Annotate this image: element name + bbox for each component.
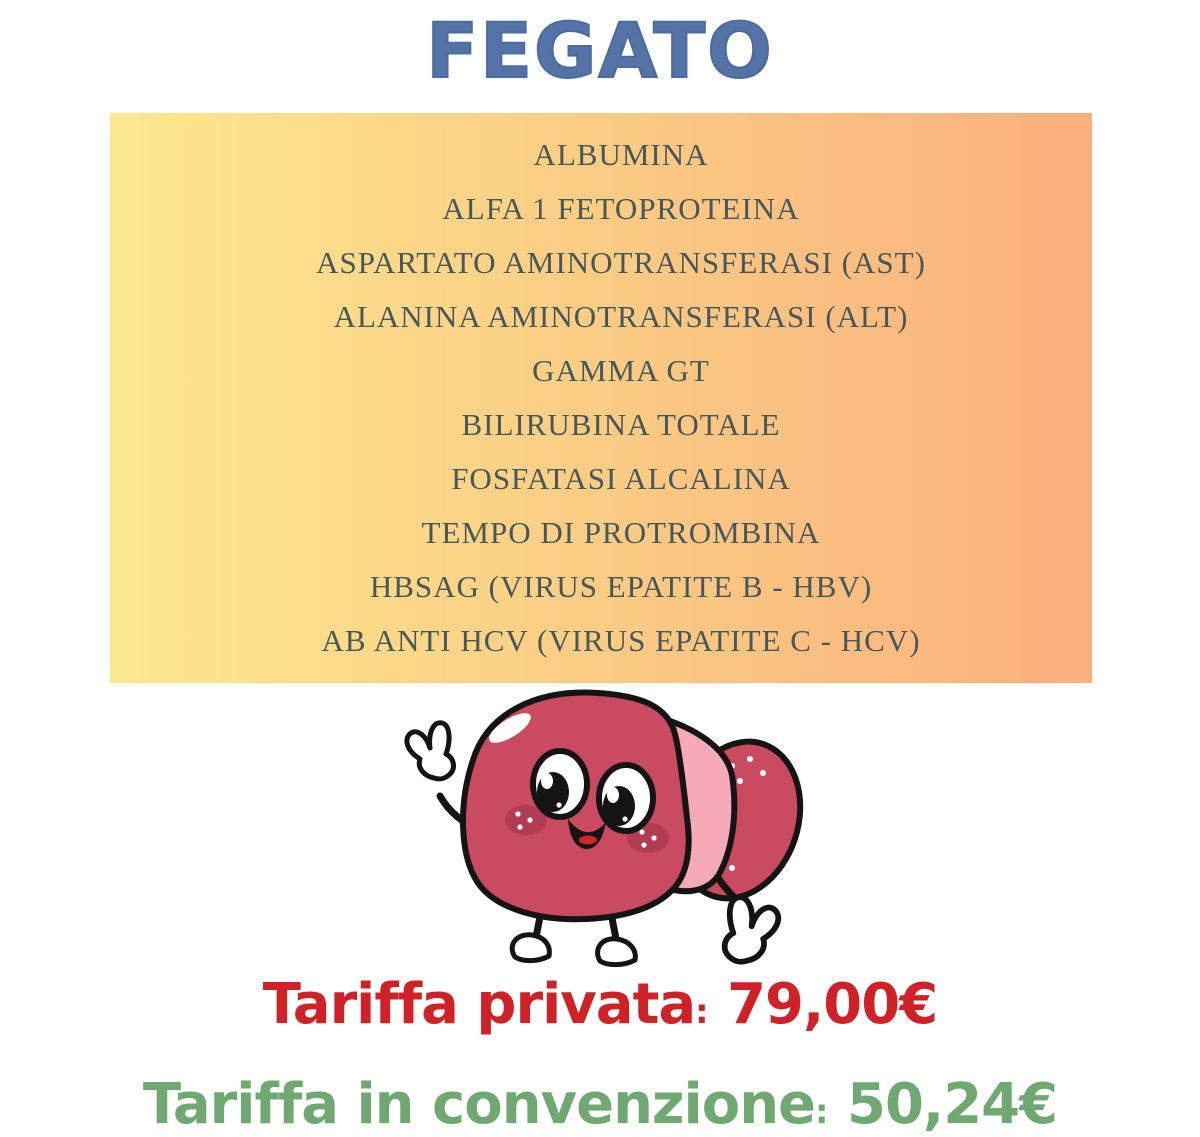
- test-item: ALBUMINA: [533, 137, 709, 172]
- test-item: FOSFATASI ALCALINA: [451, 461, 791, 496]
- tariffa-privata-colon: :: [695, 992, 709, 1031]
- tests-panel: [110, 113, 1092, 683]
- liver-legs: [512, 917, 635, 965]
- tariffa-privata-line: [0, 972, 1200, 1037]
- test-item: AB ANTI HCV (VIRUS EPATITE C - HCV): [321, 623, 921, 658]
- test-list: [110, 113, 1092, 668]
- tariffa-convenzione-line: [0, 1072, 1200, 1137]
- tariffa-convenzione-label: Tariffa in convenzione: [142, 1072, 816, 1137]
- test-item: TEMPO DI PROTROMBINA: [421, 515, 821, 550]
- test-item: GAMMA GT: [532, 353, 710, 388]
- liver-mascot-illustration: [388, 680, 828, 968]
- tariffa-privata-amount: 79,00€: [727, 972, 938, 1037]
- tariffa-convenzione-colon: :: [815, 1092, 829, 1131]
- test-item: ALFA 1 FETOPROTEINA: [442, 191, 800, 226]
- liver-eye-right: [599, 765, 653, 831]
- page-title: FEGATO: [426, 6, 774, 95]
- tariffa-convenzione-amount: 50,24€: [846, 1072, 1058, 1137]
- tariffa-privata-label: Tariffa privata: [262, 972, 696, 1037]
- test-item: BILIRUBINA TOTALE: [461, 407, 781, 442]
- test-item: ALANINA AMINOTRANSFERASI (ALT): [333, 299, 909, 334]
- test-item: HBSAG (VIRUS EPATITE B - HBV): [369, 569, 873, 604]
- test-item: ASPARTATO AMINOTRANSFERASI (AST): [316, 245, 926, 280]
- liver-eye-left: [533, 751, 587, 817]
